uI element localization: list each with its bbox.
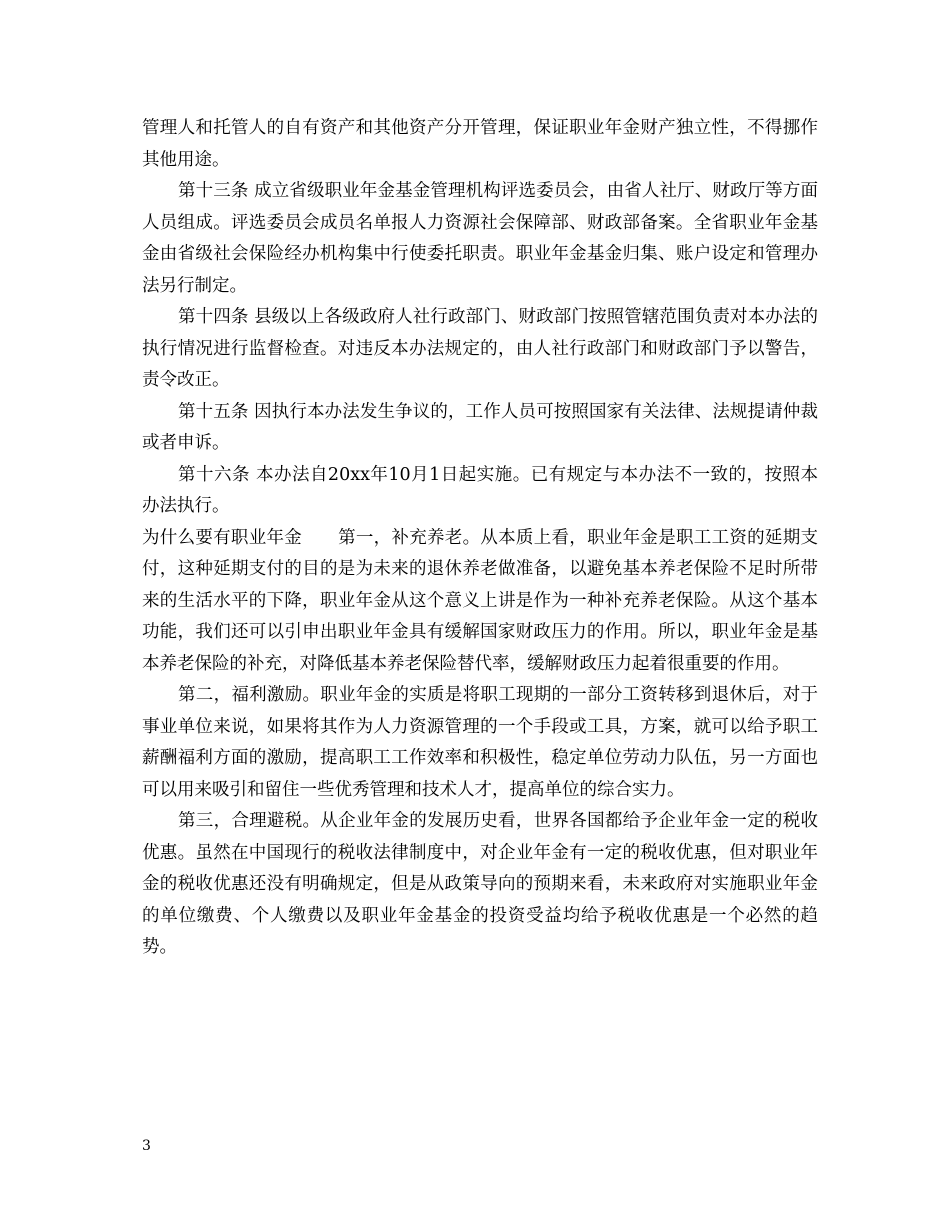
reason-3: 第三，合理避税。从企业年金的发展历史看，世界各国都给予企业年金一定的税收优惠。虽然在中国现行的税收法律制度中，对企业年金有一定的税收优惠，但对职业年金的税收优惠还没有明确规定，但是从政策导向的预期来看，未来政府对实施职业年金的单位缴费、个人缴费以及职业年金基金的投资受益均给予税收优惠是一个必然的趋势。 — [142, 811, 818, 957]
article-13: 第十三条 成立省级职业年金基金管理机构评选委员会，由省人社厅、财政厅等方面人员组成。评选委员会成员名单报人力资源社会保障部、财政部备案。全省职业年金基金由省级社会保险经办机构集中行使委托职责。职业年金基金归集、账户设定和管理办法另行制定。 — [142, 181, 818, 296]
article-14: 第十四条 县级以上各级政府人社行政部门、财政部门按照管辖范围负责对本办法的执行情况进行监督检查。对违反本办法规定的，由人社行政部门和财政部门予以警告，责令改正。 — [142, 307, 818, 390]
section-heading: 为什么要有职业年金 — [142, 527, 303, 548]
article-16: 第十六条 本办法自20xx年10月1日起实施。已有规定与本办法不一致的，按照本办法执行。 — [142, 464, 818, 516]
section-why-occupational-annuity — [142, 523, 818, 681]
paragraph-continuation: 管理人和托管人的自有资产和其他资产分开管理，保证职业年金财产独立性，不得挪作其他用途。 — [142, 118, 818, 170]
reason-2: 第二，福利激励。职业年金的实质是将职工现期的一部分工资转移到退休后，对于事业单位来说，如果将其作为人力资源管理的一个手段或工具，方案，就可以给予职工薪酬福利方面的激励，提高职工工作效率和积极性，稳定单位劳动力队伍，另一方面也可以用来吸引和留住一些优秀管理和技术人才，提高单位的综合实力。 — [142, 685, 818, 800]
page-body — [142, 113, 818, 964]
page-number: 3 — [142, 1138, 151, 1154]
article-15: 第十五条 因执行本办法发生争议的，工作人员可按照国家有关法律、法规提请仲裁或者申诉。 — [142, 401, 818, 453]
reason-1-text: 第一，补充养老。从本质上看，职业年金是职工工资的延期支付，这种延期支付的目的是为未来的退休养老做准备，以避免基本养老保险不足时所带来的生活水平的下降，职业年金从这个意义上讲是作为一种补充养老保险。从这个基本功能，我们还可以引申出职业年金具有缓解国家财政压力的作用。所以，职业年金是基本养老保险的补充，对降低基本养老保险替代率，缓解财政压力起着很重要的作用。 — [142, 527, 819, 674]
